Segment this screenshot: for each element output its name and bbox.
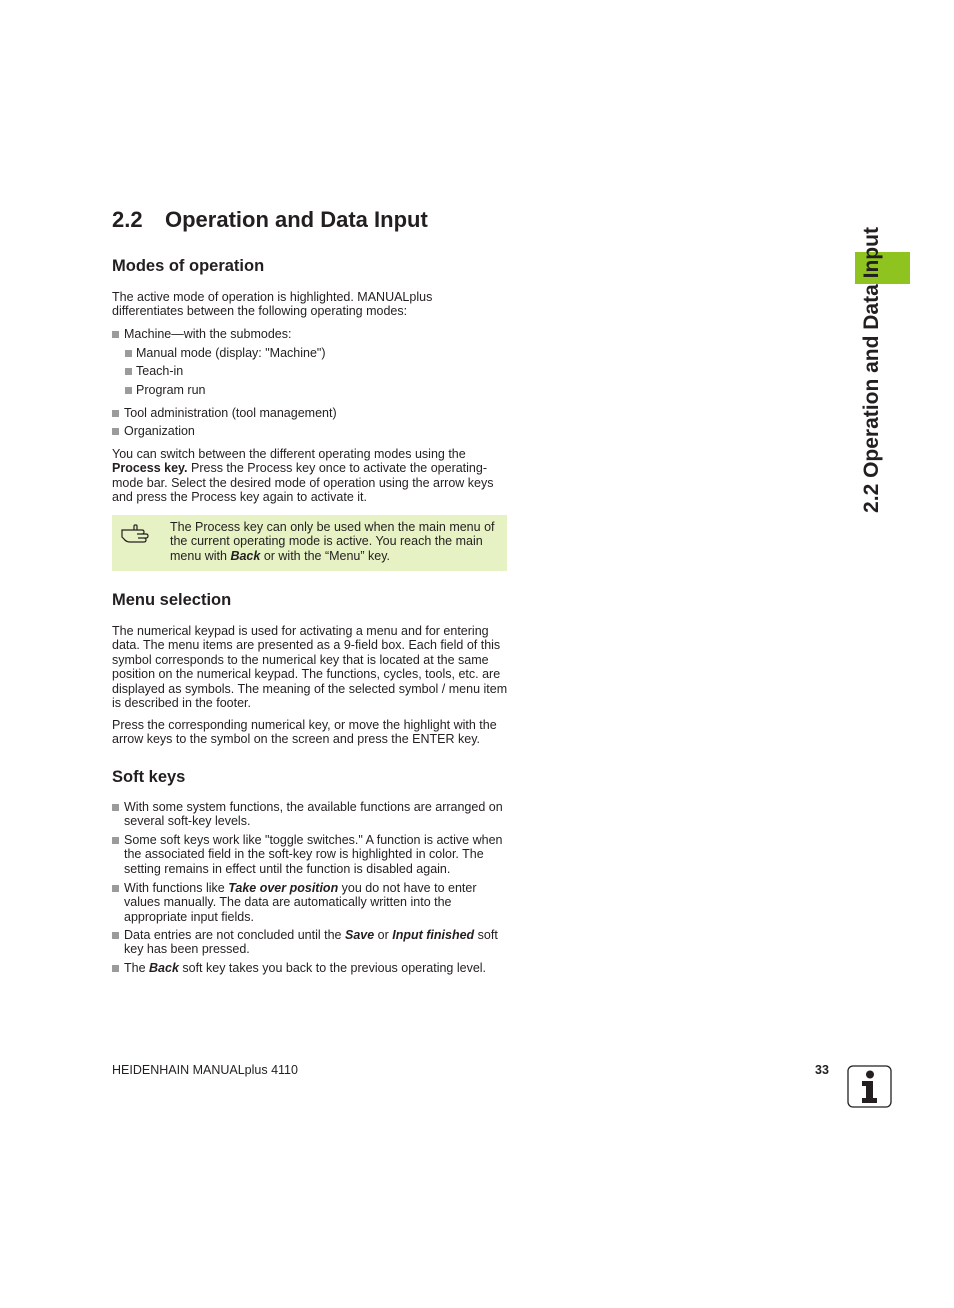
softkey-text: The [124, 961, 150, 975]
softkey-item [124, 961, 508, 975]
softkey-item: With some system functions, the available functions are arranged on several soft-key levels. [124, 800, 503, 829]
list-item-machine: Machine—with the submodes: [124, 327, 292, 341]
note-text [170, 520, 502, 563]
softkey-item [124, 928, 508, 957]
side-chapter-title: 2.2 Operation and Data Input [860, 227, 883, 513]
list-item-submode: Program run [136, 383, 206, 397]
section-title: Operation and Data Input [165, 207, 428, 232]
softkeys-heading: Soft keys [112, 768, 186, 786]
list-item-submode: Manual mode (display: "Machine") [136, 346, 326, 360]
note-text-part: or with the “Menu” key. [260, 548, 391, 563]
softkey-text: soft key takes you back to the previous operating level. [178, 961, 487, 975]
menu-paragraph-2: Press the corresponding numerical key, or move the highlight with the arrow keys to the symbol on the screen and press the ENTER key. [112, 718, 497, 747]
softkey-text: With functions like [124, 881, 229, 895]
softkey-text: or [374, 928, 393, 942]
bullet-square [125, 387, 132, 394]
page-number: 33 [815, 1063, 829, 1077]
footer-product: HEIDENHAIN MANUALplus 4110 [112, 1063, 298, 1077]
back-key-label: Back [149, 961, 179, 975]
bullet-square [112, 428, 119, 435]
softkey-text: soft key has been pressed. [124, 928, 498, 957]
softkey-item [124, 881, 506, 924]
list-item-submode: Teach-in [136, 364, 184, 378]
bullet-square [112, 804, 119, 811]
switch-text: You can switch between the different operating modes using the [112, 447, 466, 461]
back-key-label: Back [230, 548, 261, 563]
modes-heading: Modes of operation [112, 257, 265, 275]
bullet-square [112, 932, 119, 939]
list-item-tool: Tool administration (tool management) [124, 406, 337, 420]
bullet-square [112, 331, 119, 338]
save-key-label: Save [344, 928, 375, 942]
bullet-square [112, 885, 119, 892]
softkey-item: Some soft keys work like "toggle switches." A function is active when the associated field in the soft-key row is highlighted in color. The setting remains in effect until the function is disabled again. [124, 833, 503, 876]
list-item-organization: Organization [124, 424, 195, 438]
modes-intro: The active mode of operation is highlighted. MANUALplus differentiates between the following operating modes: [112, 290, 433, 319]
pointing-hand-icon [120, 524, 152, 544]
softkey-text: you do not have to enter values manually. The data are automatically written into the appropriate input fields. [124, 881, 477, 924]
input-finished-key-label: Input finished [392, 928, 475, 942]
bullet-square [112, 410, 119, 417]
switch-paragraph [112, 447, 508, 505]
info-icon [847, 1065, 892, 1108]
process-key-label: Process key. [112, 461, 188, 476]
bullet-square [125, 350, 132, 357]
note-text-part: The Process key can only be used when the main menu of the current operating mode is active. You reach the main menu with [170, 520, 495, 563]
menu-heading: Menu selection [112, 591, 232, 609]
switch-text: Press the Process key once to activate the operating-mode bar. Select the desired mode of operation using the arrow keys and press the Process key again to activate it. [112, 461, 494, 505]
section-number: 2.2 [112, 207, 143, 232]
section-heading [112, 207, 428, 233]
bullet-square [112, 965, 119, 972]
menu-paragraph-1: The numerical keypad is used for activating a menu and for entering data. The menu items are presented as a 9-field box. Each field of this symbol corresponds to the numerical key that is located at the same position on the numerical keypad. The functions, cycles, tools, etc. are displayed as symbols. The meaning of the selected symbol / menu item is described in the footer. [112, 624, 508, 711]
softkey-text: Data entries are not concluded until the [124, 928, 345, 942]
bullet-square [125, 368, 132, 375]
bullet-square [112, 837, 119, 844]
take-over-position-label: Take over position [228, 881, 339, 895]
